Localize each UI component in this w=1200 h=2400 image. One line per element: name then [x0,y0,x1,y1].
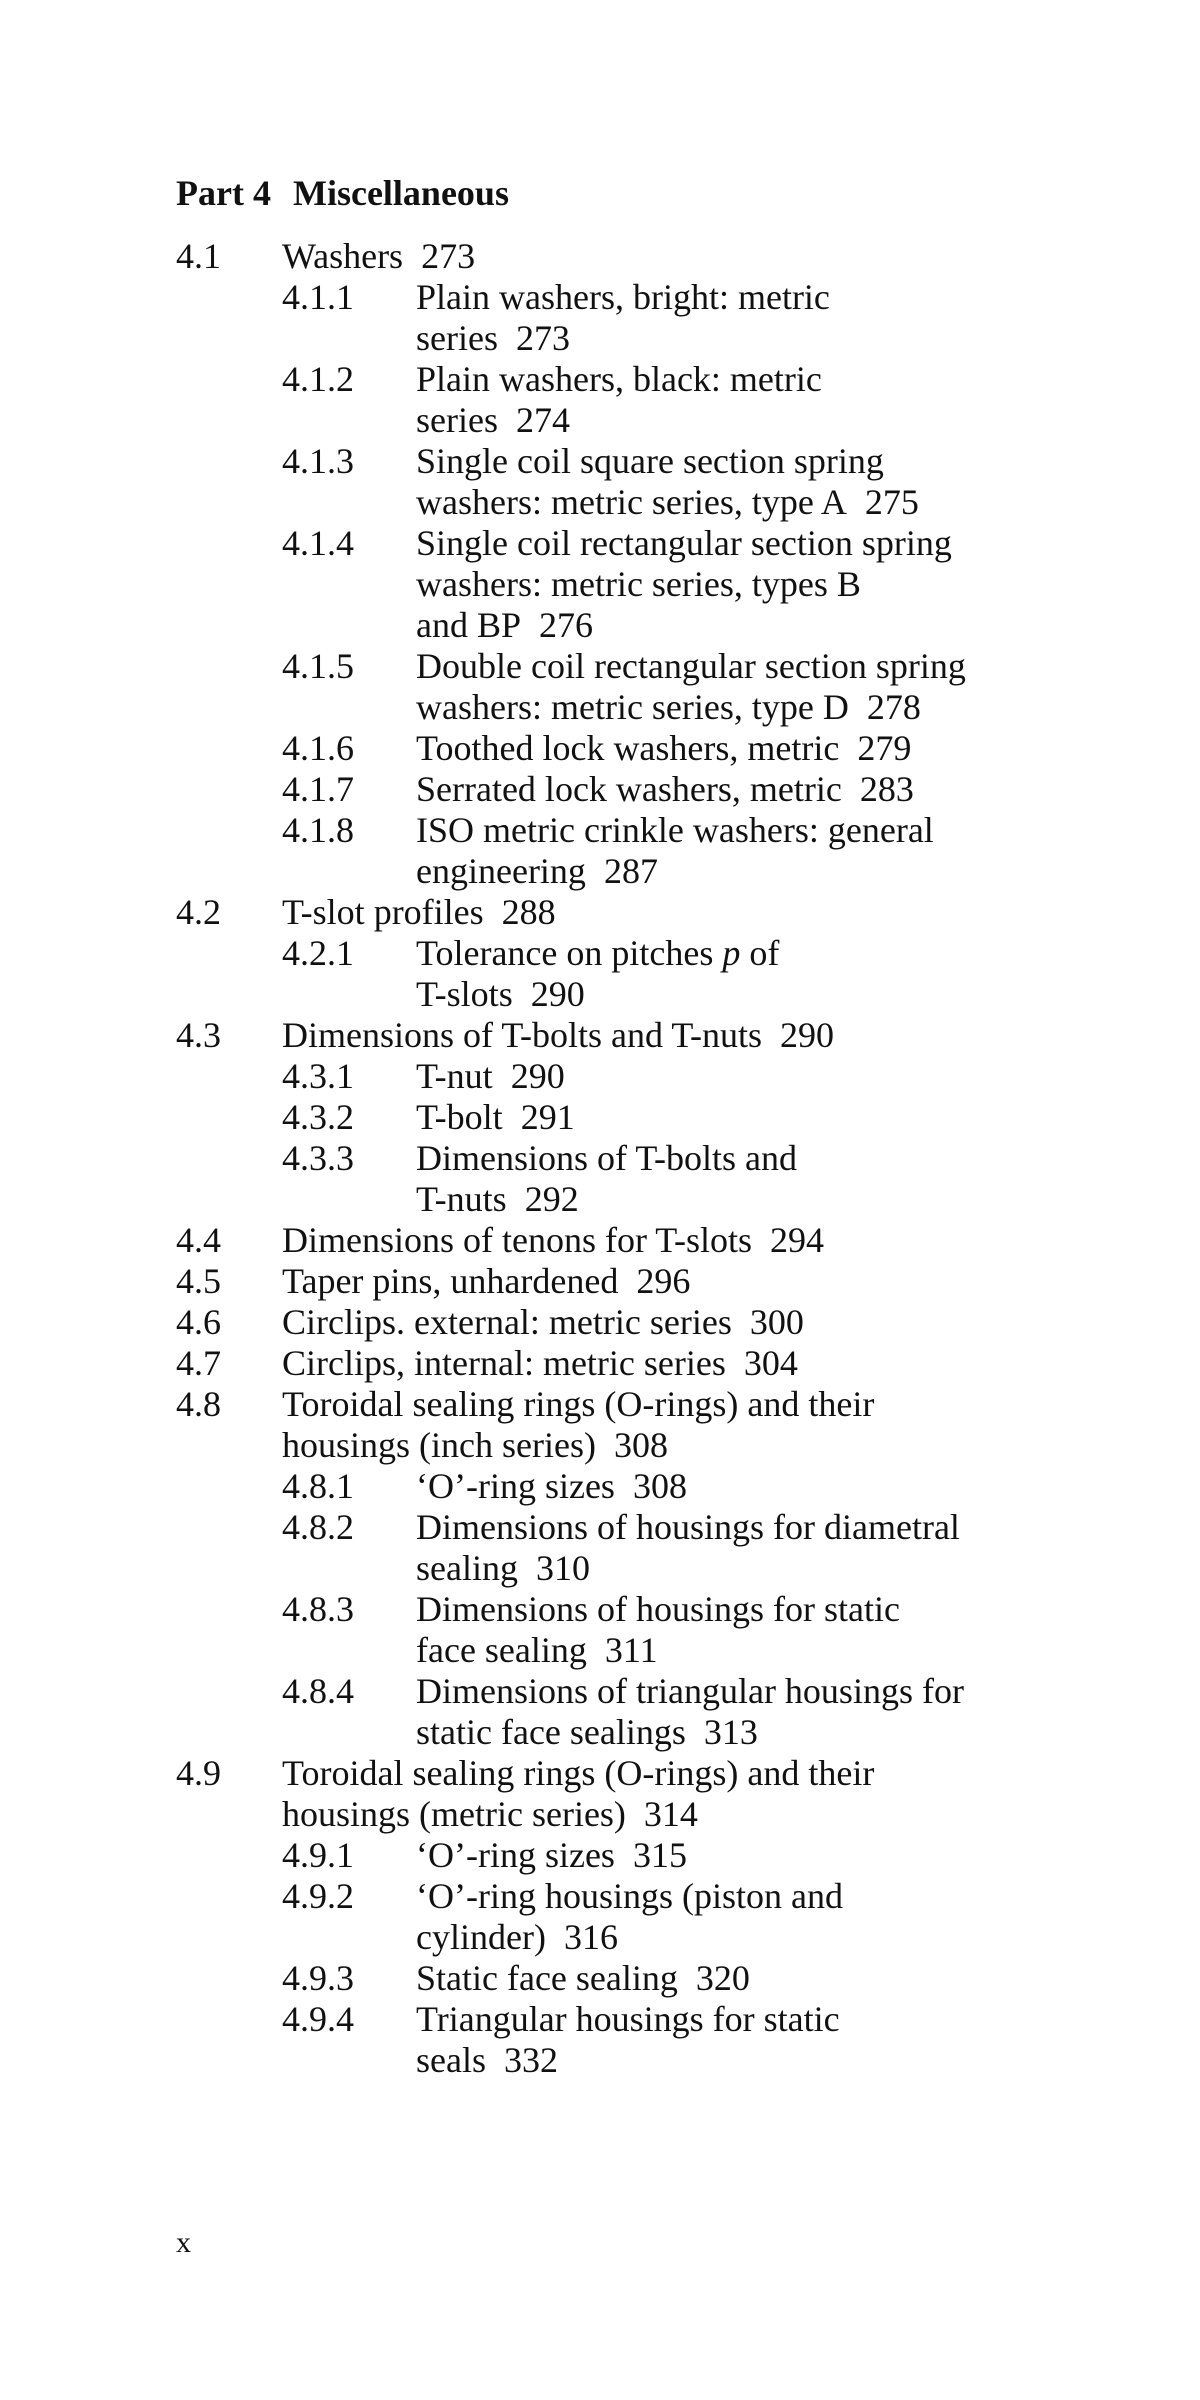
toc-entry [176,277,1056,359]
toc-entry-line-text: T-nuts [416,1179,507,1219]
toc-entry-line-text: T-slots [416,974,513,1014]
toc-entry-number: 4.8.4 [282,1671,354,1711]
toc-entry [176,1015,1056,1056]
toc-entry-line-text: seals [416,2040,486,2080]
toc-entry-line-text: Double coil rectangular section spring [416,646,966,686]
toc-entry-title [416,1138,1056,1220]
toc-entry-line-text: Toothed lock washers, metric [416,728,840,768]
table-of-contents [176,236,1056,2081]
toc-entry-line [282,1794,1056,1835]
toc-entry-page-number: 274 [515,400,570,440]
toc-entry [176,1753,1056,1835]
toc-entry-line [416,1548,1056,1589]
toc-entry-title [416,523,1056,646]
toc-entry-page-number: 279 [857,728,912,768]
toc-entry-page-number: 310 [535,1548,590,1588]
toc-entry-line-text: Dimensions of housings for static [416,1589,900,1629]
toc-entry-number: 4.3.3 [282,1138,354,1178]
toc-entry-line-text: Single coil square section spring [416,441,884,481]
toc-entry-line [282,1384,1056,1425]
toc-entry [176,1876,1056,1958]
toc-entry-number: 4.8.3 [282,1589,354,1629]
toc-entry [176,1343,1056,1384]
toc-entry-number: 4.8.2 [282,1507,354,1547]
part-label: Part 4 [176,173,271,213]
toc-entry [176,523,1056,646]
toc-entry [176,1589,1056,1671]
toc-entry-title [282,1220,1056,1261]
part-heading [176,172,509,214]
toc-entry-number: 4.3 [176,1015,221,1055]
toc-entry-page-number: 311 [604,1630,658,1670]
toc-entry-line-text: ‘O’-ring sizes [416,1466,615,1506]
toc-entry-line [282,1220,1056,1261]
toc-entry-title [282,1261,1056,1302]
toc-entry [176,646,1056,728]
toc-entry [176,892,1056,933]
toc-entry-title [416,277,1056,359]
toc-entry-line [416,1507,1056,1548]
toc-entry [176,1302,1056,1343]
toc-entry [176,359,1056,441]
toc-entry-page-number: 288 [501,892,556,932]
toc-entry-line [416,769,1056,810]
toc-entry-page-number: 283 [859,769,914,809]
toc-entry-line [416,646,1056,687]
toc-entry-title [416,728,1056,769]
toc-entry-line [416,277,1056,318]
toc-entry-page-number: 316 [563,1917,618,1957]
toc-entry-number: 4.7 [176,1343,221,1383]
toc-entry-page-number: 290 [510,1056,565,1096]
toc-entry-title [416,1056,1056,1097]
toc-entry-number: 4.2.1 [282,933,354,973]
toc-entry-number: 4.8 [176,1384,221,1424]
toc-entry-line [282,236,1056,277]
toc-entry-number: 4.9.1 [282,1835,354,1875]
toc-entry-line [416,687,1056,728]
toc-entry-number: 4.9.4 [282,1999,354,2039]
toc-entry-number: 4.9 [176,1753,221,1793]
toc-entry-number: 4.1.5 [282,646,354,686]
toc-entry-line-text: housings (metric series) [282,1794,626,1834]
toc-entry-line [416,1138,1056,1179]
toc-entry-line-text: ISO metric crinkle washers: general [416,810,934,850]
toc-entry [176,1384,1056,1466]
toc-entry [176,236,1056,277]
toc-entry-line [416,564,1056,605]
toc-entry-line-text: Dimensions of triangular housings for [416,1671,964,1711]
part-title: Miscellaneous [292,173,509,213]
toc-entry-title [416,1876,1056,1958]
toc-entry-number: 4.1.3 [282,441,354,481]
toc-entry-page-number: 332 [503,2040,558,2080]
toc-entry-title [416,933,1056,1015]
toc-entry-line-text: series [416,400,498,440]
toc-entry-line [282,1302,1056,1343]
toc-entry-title [416,359,1056,441]
toc-entry-line [416,1179,1056,1220]
toc-entry-title [416,810,1056,892]
toc-entry-title [416,769,1056,810]
toc-entry [176,810,1056,892]
toc-entry [176,1671,1056,1753]
toc-entry-line-text: Washers [282,236,404,276]
toc-entry-page-number: 290 [780,1015,835,1055]
toc-entry-number: 4.1 [176,236,221,276]
toc-entry-line [416,359,1056,400]
toc-entry [176,1999,1056,2081]
toc-entry-number: 4.8.1 [282,1466,354,1506]
toc-entry-line [416,1999,1056,2040]
toc-entry-line-text: washers: metric series, types B [416,564,861,604]
toc-entry-number: 4.2 [176,892,221,932]
toc-entry-page-number: 313 [703,1712,758,1752]
toc-entry-line [282,1343,1056,1384]
toc-entry-number: 4.9.2 [282,1876,354,1916]
toc-entry-page-number: 291 [520,1097,575,1137]
toc-entry-line [416,974,1056,1015]
toc-entry-page-number: 278 [866,687,921,727]
toc-entry-number: 4.1.4 [282,523,354,563]
toc-entry-page-number: 287 [603,851,658,891]
toc-entry-line-text: Toroidal sealing rings (O-rings) and their [282,1753,875,1793]
toc-entry-title [282,236,1056,277]
toc-entry [176,1507,1056,1589]
toc-entry-title [416,646,1056,728]
page-folio: x [176,2226,191,2259]
toc-entry-number: 4.9.3 [282,1958,354,1998]
toc-entry [176,728,1056,769]
toc-entry-line-text: ‘O’-ring sizes [416,1835,615,1875]
toc-entry-line-text: face sealing [416,1630,587,1670]
toc-entry-number: 4.5 [176,1261,221,1301]
toc-entry [176,1097,1056,1138]
toc-entry-line-text: engineering [416,851,586,891]
toc-entry [176,441,1056,523]
toc-entry [176,1138,1056,1220]
toc-entry-title [282,1302,1056,1343]
toc-entry-line-text: T-slot profiles [282,892,484,932]
toc-entry-line [416,523,1056,564]
toc-entry-title [416,1835,1056,1876]
toc-entry-line [282,1425,1056,1466]
toc-entry-line [416,851,1056,892]
toc-entry-page-number: 308 [632,1466,687,1506]
toc-entry-title [416,1999,1056,2081]
toc-entry-line-text: Toroidal sealing rings (O-rings) and their [282,1384,875,1424]
toc-entry-line-text: Triangular housings for static [416,1999,840,2039]
toc-entry-page-number: 314 [643,1794,698,1834]
toc-entry-line [282,892,1056,933]
toc-entry-line [416,605,1056,646]
toc-entry-line [416,1712,1056,1753]
toc-entry-line [416,1917,1056,1958]
toc-entry-line-text: Static face sealing [416,1958,678,1998]
toc-entry-line-text: housings (inch series) [282,1425,596,1465]
toc-entry-number: 4.3.1 [282,1056,354,1096]
toc-entry-number: 4.1.8 [282,810,354,850]
toc-entry-line [416,728,1056,769]
toc-entry-line-text: Single coil rectangular section spring [416,523,952,563]
toc-entry-number: 4.1.6 [282,728,354,768]
toc-entry-line-text: Tolerance on pitches p of [416,933,780,973]
toc-entry-line [416,1958,1056,1999]
toc-entry-line [416,933,1056,974]
toc-entry-line-text: Dimensions of T-bolts and T-nuts [282,1015,763,1055]
toc-entry-title [416,1958,1056,1999]
toc-entry [176,933,1056,1015]
toc-entry-line-text: T-nut [416,1056,493,1096]
toc-entry-line-text: Plain washers, bright: metric [416,277,830,317]
toc-entry-number: 4.6 [176,1302,221,1342]
toc-entry-line [416,318,1056,359]
toc-entry-line [416,1466,1056,1507]
toc-entry-page-number: 290 [530,974,585,1014]
toc-entry-title [416,441,1056,523]
toc-entry [176,1835,1056,1876]
toc-entry-line [416,1056,1056,1097]
toc-entry-line-text: cylinder) [416,1917,546,1957]
toc-entry-line-text: series [416,318,498,358]
toc-entry [176,1958,1056,1999]
toc-entry-line-text: Dimensions of housings for diametral [416,1507,960,1547]
toc-entry-line [416,482,1056,523]
toc-entry-line-text: Circlips. external: metric series [282,1302,732,1342]
toc-entry-title [416,1466,1056,1507]
toc-entry-number: 4.1.1 [282,277,354,317]
toc-entry-line-text: T-bolt [416,1097,503,1137]
toc-entry-number: 4.4 [176,1220,221,1260]
toc-entry-line-text: washers: metric series, type A [416,482,847,522]
toc-entry-line-text: ‘O’-ring housings (piston and [416,1876,843,1916]
toc-entry-line-text: washers: metric series, type D [416,687,849,727]
toc-entry-line [416,1630,1056,1671]
toc-entry-line [282,1015,1056,1056]
toc-entry-page-number: 292 [524,1179,579,1219]
toc-entry-title [282,1384,1056,1466]
toc-entry-line-text: Dimensions of T-bolts and [416,1138,798,1178]
toc-entry-line-text: Plain washers, black: metric [416,359,822,399]
toc-entry-line-text: and BP [416,605,522,645]
toc-entry-line-text: Dimensions of tenons for T-slots [282,1220,753,1260]
toc-entry-number: 4.1.7 [282,769,354,809]
toc-entry-line [416,2040,1056,2081]
toc-entry-title [416,1671,1056,1753]
toc-entry [176,1220,1056,1261]
toc-entry-number: 4.3.2 [282,1097,354,1137]
toc-entry-page-number: 300 [749,1302,804,1342]
toc-entry-title [282,1753,1056,1835]
toc-entry-page-number: 294 [770,1220,825,1260]
toc-entry-page-number: 275 [864,482,919,522]
toc-entry-title [282,1343,1056,1384]
toc-entry-line [416,1835,1056,1876]
toc-entry-page-number: 296 [636,1261,691,1301]
toc-entry-page-number: 315 [632,1835,687,1875]
toc-entry-line [416,400,1056,441]
toc-entry-number: 4.1.2 [282,359,354,399]
toc-entry-line [416,1589,1056,1630]
toc-entry-page-number: 276 [539,605,594,645]
toc-entry-page-number: 273 [515,318,570,358]
toc-entry-line-text: static face sealings [416,1712,686,1752]
toc-entry [176,1056,1056,1097]
toc-entry-line [416,1097,1056,1138]
toc-entry-line-text: Taper pins, unhardened [282,1261,619,1301]
toc-entry-line [416,1876,1056,1917]
toc-entry-line [416,441,1056,482]
toc-entry-line-text: Circlips, internal: metric series [282,1343,726,1383]
toc-entry-page-number: 273 [421,236,476,276]
toc-entry-page-number: 308 [613,1425,668,1465]
toc-entry-line [416,1671,1056,1712]
toc-entry-line-text: sealing [416,1548,518,1588]
toc-entry-line [282,1753,1056,1794]
toc-entry-line [282,1261,1056,1302]
toc-entry [176,1261,1056,1302]
toc-entry-title [416,1589,1056,1671]
toc-entry-title [416,1507,1056,1589]
toc-entry-line [416,810,1056,851]
toc-entry [176,1466,1056,1507]
toc-entry-title [282,892,1056,933]
toc-entry-page-number: 304 [743,1343,798,1383]
toc-entry [176,769,1056,810]
toc-entry-page-number: 320 [695,1958,750,1998]
toc-entry-title [282,1015,1056,1056]
toc-entry-title [416,1097,1056,1138]
toc-entry-line-text: Serrated lock washers, metric [416,769,842,809]
